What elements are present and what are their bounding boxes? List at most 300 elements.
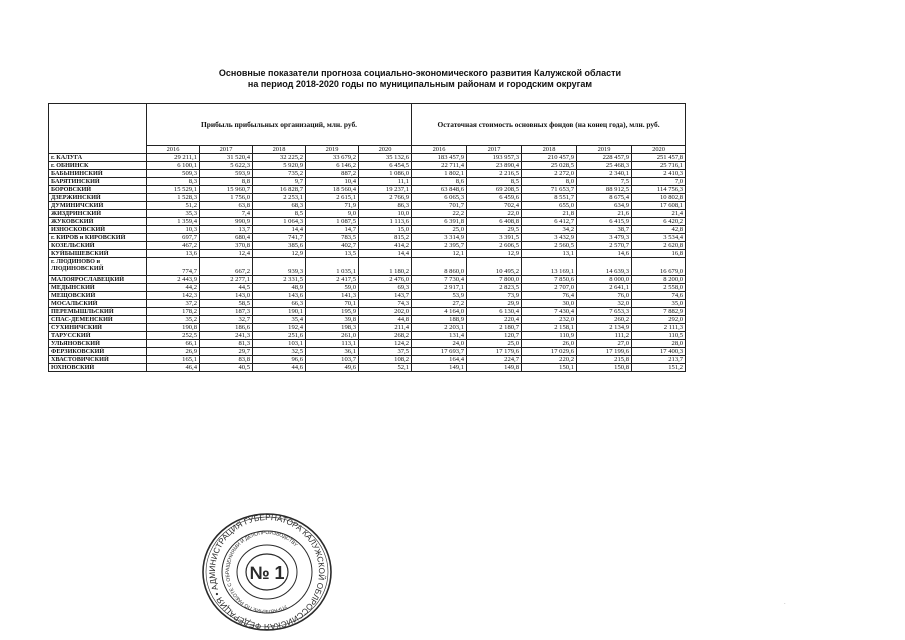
profit-value-cell: 48,9 <box>253 284 306 292</box>
profit-value-cell: 16 828,7 <box>253 186 306 194</box>
assets-value-cell: 8,5 <box>467 178 522 186</box>
assets-value-cell: 6 415,9 <box>577 218 632 226</box>
assets-value-cell: 74,6 <box>632 292 686 300</box>
region-name-cell: УЛЬЯНОВСКИЙ <box>49 340 147 348</box>
title-line-2: на период 2018-2020 годы по муниципальным районам и городским округам <box>247 79 593 89</box>
profit-value-cell: 44,8 <box>359 316 412 324</box>
profit-value-cell: 14,4 <box>359 250 412 258</box>
profit-value-cell: 36,1 <box>306 348 359 356</box>
table-row <box>49 292 686 300</box>
profit-value-cell: 2 331,5 <box>253 276 306 284</box>
assets-value-cell: 28,0 <box>632 340 686 348</box>
profit-value-cell: 8,3 <box>147 178 200 186</box>
profit-value-cell: 815,2 <box>359 234 412 242</box>
region-name-cell: ЮХНОВСКИЙ <box>49 364 147 372</box>
region-name-cell: ЖУКОВСКИЙ <box>49 218 147 226</box>
assets-value-cell: 655,0 <box>522 202 577 210</box>
profit-value-cell: 15 960,7 <box>200 186 253 194</box>
profit-value-cell: 12,4 <box>200 250 253 258</box>
profit-value-cell: 165,1 <box>147 356 200 364</box>
profit-value-cell: 35,4 <box>253 316 306 324</box>
assets-year-header: 2020 <box>632 146 686 154</box>
profit-value-cell: 251,6 <box>253 332 306 340</box>
table-row <box>49 258 686 276</box>
profit-value-cell: 141,3 <box>306 292 359 300</box>
assets-value-cell: 2 620,8 <box>632 242 686 250</box>
assets-value-cell: 131,4 <box>412 332 467 340</box>
table-row <box>49 178 686 186</box>
region-name-cell: МАЛОЯРОСЛАВЕЦКИЙ <box>49 276 147 284</box>
assets-value-cell: 210 457,9 <box>522 154 577 162</box>
assets-value-cell: 2 641,1 <box>577 284 632 292</box>
assets-value-cell: 3 432,9 <box>522 234 577 242</box>
assets-value-cell: 213,7 <box>632 356 686 364</box>
profit-value-cell: 990,9 <box>200 218 253 226</box>
profit-value-cell: 187,3 <box>200 308 253 316</box>
assets-value-cell: 25 468,3 <box>577 162 632 170</box>
table-row <box>49 242 686 250</box>
assets-value-cell: 10 802,8 <box>632 194 686 202</box>
profit-value-cell: 1 113,6 <box>359 218 412 226</box>
profit-value-cell: 59,0 <box>306 284 359 292</box>
assets-value-cell: 2 340,1 <box>577 170 632 178</box>
scan-mark: . <box>784 600 786 606</box>
profit-value-cell: 46,4 <box>147 364 200 372</box>
profit-value-cell: 939,3 <box>253 258 306 276</box>
profit-value-cell: 5 920,9 <box>253 162 306 170</box>
assets-value-cell: 25,0 <box>467 340 522 348</box>
document-title <box>120 68 720 90</box>
profit-value-cell: 143,6 <box>253 292 306 300</box>
assets-value-cell: 13 169,1 <box>522 258 577 276</box>
assets-value-cell: 17 199,6 <box>577 348 632 356</box>
profit-value-cell: 143,7 <box>359 292 412 300</box>
profit-value-cell: 190,8 <box>147 324 200 332</box>
profit-value-cell: 113,1 <box>306 340 359 348</box>
assets-value-cell: 25 028,5 <box>522 162 577 170</box>
profit-value-cell: 241,3 <box>200 332 253 340</box>
assets-value-cell: 53,9 <box>412 292 467 300</box>
table-row <box>49 300 686 308</box>
profit-value-cell: 37,5 <box>359 348 412 356</box>
profit-value-cell: 44,6 <box>253 364 306 372</box>
profit-value-cell: 70,1 <box>306 300 359 308</box>
profit-value-cell: 66,3 <box>253 300 306 308</box>
assets-value-cell: 2 395,7 <box>412 242 467 250</box>
profit-year-header: 2019 <box>306 146 359 154</box>
profit-value-cell: 14,4 <box>253 226 306 234</box>
assets-value-cell: 2 158,1 <box>522 324 577 332</box>
assets-value-cell: 6 459,6 <box>467 194 522 202</box>
profit-value-cell: 414,2 <box>359 242 412 250</box>
assets-value-cell: 6 130,4 <box>467 308 522 316</box>
assets-value-cell: 10 495,2 <box>467 258 522 276</box>
assets-value-cell: 2 410,3 <box>632 170 686 178</box>
assets-value-cell: 701,7 <box>412 202 467 210</box>
profit-value-cell: 44,5 <box>200 284 253 292</box>
profit-value-cell: 186,6 <box>200 324 253 332</box>
assets-value-cell: 76,4 <box>522 292 577 300</box>
profit-value-cell: 63,8 <box>200 202 253 210</box>
profit-value-cell: 2 766,9 <box>359 194 412 202</box>
profit-value-cell: 2 253,1 <box>253 194 306 202</box>
region-name-cell: КУЙБЫШЕВСКИЙ <box>49 250 147 258</box>
profit-value-cell: 13,5 <box>306 250 359 258</box>
profit-value-cell: 96,6 <box>253 356 306 364</box>
assets-value-cell: 16,8 <box>632 250 686 258</box>
profit-value-cell: 385,6 <box>253 242 306 250</box>
profit-value-cell: 5 622,3 <box>200 162 253 170</box>
table-body <box>49 154 686 372</box>
assets-value-cell: 32,0 <box>577 300 632 308</box>
assets-value-cell: 8,6 <box>412 178 467 186</box>
profit-value-cell: 10,3 <box>147 226 200 234</box>
region-name-cell: ПЕРЕМЫШЛЬСКИЙ <box>49 308 147 316</box>
profit-value-cell: 9,0 <box>306 210 359 218</box>
seal-outer-text: РОССИЙСКАЯ ФЕДЕРАЦИЯ • АДМИНИСТРАЦИЯ ГУБЕРНАТОРА КАЛУЖСКОЙ ОБЛАСТИ <box>207 512 327 632</box>
region-name-cell: СУХИНИЧСКИЙ <box>49 324 147 332</box>
region-name-cell: г. КАЛУГА <box>49 154 147 162</box>
table-row <box>49 194 686 202</box>
profit-year-header: 2018 <box>253 146 306 154</box>
assets-value-cell: 2 134,9 <box>577 324 632 332</box>
assets-value-cell: 2 203,1 <box>412 324 467 332</box>
profit-value-cell: 103,7 <box>306 356 359 364</box>
profit-value-cell: 2 476,0 <box>359 276 412 284</box>
profit-value-cell: 49,6 <box>306 364 359 372</box>
profit-value-cell: 190,1 <box>253 308 306 316</box>
assets-value-cell: 110,9 <box>522 332 577 340</box>
assets-value-cell: 8,0 <box>522 178 577 186</box>
profit-value-cell: 32 225,2 <box>253 154 306 162</box>
region-name-cell: г. ЛЮДИНОВО и ЛЮДИНОВСКИЙ <box>49 258 147 276</box>
assets-value-cell: 76,0 <box>577 292 632 300</box>
profit-year-header: 2016 <box>147 146 200 154</box>
profit-value-cell: 680,4 <box>200 234 253 242</box>
region-name-cell: БОРОВСКИЙ <box>49 186 147 194</box>
assets-value-cell: 149,1 <box>412 364 467 372</box>
profit-value-cell: 15,0 <box>359 226 412 234</box>
profit-value-cell: 31 520,4 <box>200 154 253 162</box>
assets-value-cell: 35,0 <box>632 300 686 308</box>
assets-value-cell: 2 180,7 <box>467 324 522 332</box>
assets-value-cell: 38,7 <box>577 226 632 234</box>
assets-value-cell: 8 551,7 <box>522 194 577 202</box>
table-row <box>49 356 686 364</box>
assets-value-cell: 7,0 <box>632 178 686 186</box>
region-name-cell: КОЗЕЛЬСКИЙ <box>49 242 147 250</box>
assets-value-cell: 22 711,4 <box>412 162 467 170</box>
assets-value-cell: 42,8 <box>632 226 686 234</box>
region-name-cell: ХВАСТОВИЧСКИЙ <box>49 356 147 364</box>
assets-value-cell: 110,5 <box>632 332 686 340</box>
profit-value-cell: 697,7 <box>147 234 200 242</box>
profit-value-cell: 39,8 <box>306 316 359 324</box>
table-row <box>49 316 686 324</box>
profit-value-cell: 29,7 <box>200 348 253 356</box>
assets-value-cell: 34,2 <box>522 226 577 234</box>
profit-value-cell: 735,2 <box>253 170 306 178</box>
assets-value-cell: 7 730,4 <box>412 276 467 284</box>
region-name-cell: г. ОБНИНСК <box>49 162 147 170</box>
table-row <box>49 324 686 332</box>
table-row <box>49 234 686 242</box>
region-name-cell: ДУМИНИЧСКИЙ <box>49 202 147 210</box>
assets-value-cell: 2 917,1 <box>412 284 467 292</box>
table-row <box>49 284 686 292</box>
assets-value-cell: 21,4 <box>632 210 686 218</box>
group-header-row <box>49 104 686 146</box>
profit-value-cell: 15 529,1 <box>147 186 200 194</box>
assets-value-cell: 6 408,8 <box>467 218 522 226</box>
profit-value-cell: 13,6 <box>147 250 200 258</box>
profit-value-cell: 81,3 <box>200 340 253 348</box>
profit-value-cell: 7,4 <box>200 210 253 218</box>
profit-value-cell: 18 560,4 <box>306 186 359 194</box>
profit-value-cell: 9,7 <box>253 178 306 186</box>
profit-value-cell: 1 035,1 <box>306 258 359 276</box>
assets-value-cell: 17 608,1 <box>632 202 686 210</box>
assets-value-cell: 2 272,0 <box>522 170 577 178</box>
profit-value-cell: 33 679,2 <box>306 154 359 162</box>
profit-value-cell: 40,5 <box>200 364 253 372</box>
profit-value-cell: 6 146,2 <box>306 162 359 170</box>
seal-number: № 1 <box>249 563 285 583</box>
region-name-cell: ИЗНОСКОВСКИЙ <box>49 226 147 234</box>
region-name-cell: г. КИРОВ и КИРОВСКИЙ <box>49 234 147 242</box>
profit-value-cell: 198,3 <box>306 324 359 332</box>
profit-value-cell: 8,8 <box>200 178 253 186</box>
assets-value-cell: 114 756,3 <box>632 186 686 194</box>
assets-value-cell: 220,2 <box>522 356 577 364</box>
assets-value-cell: 3 479,3 <box>577 234 632 242</box>
profit-value-cell: 74,3 <box>359 300 412 308</box>
profit-value-cell: 2 443,9 <box>147 276 200 284</box>
assets-value-cell: 6 412,7 <box>522 218 577 226</box>
assets-value-cell: 12,9 <box>467 250 522 258</box>
profit-value-cell: 19 237,1 <box>359 186 412 194</box>
assets-value-cell: 2 216,5 <box>467 170 522 178</box>
profit-value-cell: 467,2 <box>147 242 200 250</box>
profit-value-cell: 10,0 <box>359 210 412 218</box>
region-name-cell: БАБЫНИНСКИЙ <box>49 170 147 178</box>
profit-value-cell: 29 211,1 <box>147 154 200 162</box>
profit-value-cell: 10,4 <box>306 178 359 186</box>
assets-value-cell: 260,2 <box>577 316 632 324</box>
assets-value-cell: 1 802,1 <box>412 170 467 178</box>
assets-value-cell: 7 653,3 <box>577 308 632 316</box>
assets-value-cell: 193 957,3 <box>467 154 522 162</box>
assets-value-cell: 2 606,5 <box>467 242 522 250</box>
assets-value-cell: 63 848,6 <box>412 186 467 194</box>
profit-value-cell: 1 086,0 <box>359 170 412 178</box>
profit-value-cell: 26,9 <box>147 348 200 356</box>
profit-value-cell: 1 064,3 <box>253 218 306 226</box>
profit-value-cell: 58,5 <box>200 300 253 308</box>
profit-value-cell: 178,2 <box>147 308 200 316</box>
profit-value-cell: 192,4 <box>253 324 306 332</box>
profit-value-cell: 11,1 <box>359 178 412 186</box>
table-row <box>49 226 686 234</box>
title-line-1: Основные показатели прогноза социально-экономического развития Калужской области <box>218 68 622 78</box>
profit-value-cell: 774,7 <box>147 258 200 276</box>
assets-value-cell: 7 882,9 <box>632 308 686 316</box>
assets-value-cell: 12,1 <box>412 250 467 258</box>
assets-value-cell: 7 800,0 <box>467 276 522 284</box>
profit-value-cell: 195,9 <box>306 308 359 316</box>
assets-value-cell: 232,0 <box>522 316 577 324</box>
assets-value-cell: 188,9 <box>412 316 467 324</box>
profit-value-cell: 6 100,1 <box>147 162 200 170</box>
profit-value-cell: 14,7 <box>306 226 359 234</box>
profit-value-cell: 69,3 <box>359 284 412 292</box>
table-row <box>49 250 686 258</box>
profit-value-cell: 887,2 <box>306 170 359 178</box>
region-name-cell: МЕЩОВСКИЙ <box>49 292 147 300</box>
assets-value-cell: 150,1 <box>522 364 577 372</box>
region-name-cell: ТАРУССКИЙ <box>49 332 147 340</box>
profit-value-cell: 402,7 <box>306 242 359 250</box>
profit-value-cell: 35 132,6 <box>359 154 412 162</box>
assets-value-cell: 251 457,8 <box>632 154 686 162</box>
profit-value-cell: 6 454,5 <box>359 162 412 170</box>
profit-value-cell: 66,1 <box>147 340 200 348</box>
profit-value-cell: 108,2 <box>359 356 412 364</box>
profit-value-cell: 783,5 <box>306 234 359 242</box>
assets-value-cell: 17 693,7 <box>412 348 467 356</box>
profit-value-cell: 252,5 <box>147 332 200 340</box>
profit-value-cell: 2 417,5 <box>306 276 359 284</box>
assets-value-cell: 2 823,5 <box>467 284 522 292</box>
profit-value-cell: 1 528,3 <box>147 194 200 202</box>
assets-value-cell: 24,0 <box>412 340 467 348</box>
profit-value-cell: 103,1 <box>253 340 306 348</box>
assets-value-cell: 228 457,9 <box>577 154 632 162</box>
table-row <box>49 340 686 348</box>
official-seal-stamp <box>196 512 338 632</box>
table-row <box>49 364 686 372</box>
profit-value-cell: 2 277,1 <box>200 276 253 284</box>
assets-value-cell: 702,4 <box>467 202 522 210</box>
table-row <box>49 162 686 170</box>
assets-year-header: 2018 <box>522 146 577 154</box>
profit-value-cell: 667,2 <box>200 258 253 276</box>
assets-value-cell: 6 065,3 <box>412 194 467 202</box>
profit-value-cell: 52,1 <box>359 364 412 372</box>
assets-value-cell: 150,8 <box>577 364 632 372</box>
profit-value-cell: 509,3 <box>147 170 200 178</box>
profit-value-cell: 35,2 <box>147 316 200 324</box>
profit-value-cell: 142,3 <box>147 292 200 300</box>
profit-value-cell: 593,9 <box>200 170 253 178</box>
table-row <box>49 332 686 340</box>
region-name-cell: МЕДЫНСКИЙ <box>49 284 147 292</box>
profit-value-cell: 1 087,5 <box>306 218 359 226</box>
profit-year-header: 2017 <box>200 146 253 154</box>
profit-year-header: 2020 <box>359 146 412 154</box>
table-row <box>49 308 686 316</box>
profit-value-cell: 83,8 <box>200 356 253 364</box>
assets-value-cell: 27,2 <box>412 300 467 308</box>
assets-value-cell: 3 314,9 <box>412 234 467 242</box>
assets-value-cell: 120,7 <box>467 332 522 340</box>
assets-value-cell: 7,5 <box>577 178 632 186</box>
assets-value-cell: 215,8 <box>577 356 632 364</box>
profit-group-header: Прибыль прибыльных организаций, млн. руб. <box>147 104 412 146</box>
assets-value-cell: 151,2 <box>632 364 686 372</box>
assets-value-cell: 7 850,6 <box>522 276 577 284</box>
profit-value-cell: 71,9 <box>306 202 359 210</box>
profit-value-cell: 44,2 <box>147 284 200 292</box>
seal-inner-text: УПРАВЛЕНИЕ ПО РАБОТЕ С ОБРАЩЕНИЯМИ И ДЕЛОПРОИЗВОДСТВУ <box>224 529 299 615</box>
assets-value-cell: 220,4 <box>467 316 522 324</box>
assets-value-cell: 27,0 <box>577 340 632 348</box>
assets-value-cell: 6 391,8 <box>412 218 467 226</box>
profit-value-cell: 143,0 <box>200 292 253 300</box>
assets-value-cell: 8 860,0 <box>412 258 467 276</box>
assets-value-cell: 29,5 <box>467 226 522 234</box>
assets-group-header: Остаточная стоимость основных фондов (на конец года), млн. руб. <box>412 104 686 146</box>
table-row <box>49 170 686 178</box>
assets-value-cell: 224,7 <box>467 356 522 364</box>
profit-value-cell: 1 756,0 <box>200 194 253 202</box>
region-name-cell: ДЗЕРЖИНСКИЙ <box>49 194 147 202</box>
profit-value-cell: 13,7 <box>200 226 253 234</box>
assets-value-cell: 634,9 <box>577 202 632 210</box>
profit-value-cell: 268,2 <box>359 332 412 340</box>
region-name-cell: ФЕРЗИКОВСКИЙ <box>49 348 147 356</box>
profit-value-cell: 202,0 <box>359 308 412 316</box>
forecast-table <box>48 103 686 372</box>
profit-value-cell: 32,5 <box>253 348 306 356</box>
assets-value-cell: 14 639,3 <box>577 258 632 276</box>
assets-value-cell: 149,8 <box>467 364 522 372</box>
profit-value-cell: 51,2 <box>147 202 200 210</box>
table-row <box>49 202 686 210</box>
profit-value-cell: 211,4 <box>359 324 412 332</box>
table-row <box>49 276 686 284</box>
assets-value-cell: 17 400,3 <box>632 348 686 356</box>
assets-value-cell: 2 707,0 <box>522 284 577 292</box>
assets-value-cell: 30,0 <box>522 300 577 308</box>
assets-value-cell: 4 164,0 <box>412 308 467 316</box>
assets-value-cell: 8 000,0 <box>577 276 632 284</box>
profit-value-cell: 261,0 <box>306 332 359 340</box>
assets-year-header: 2019 <box>577 146 632 154</box>
assets-value-cell: 8 675,4 <box>577 194 632 202</box>
assets-value-cell: 22,2 <box>412 210 467 218</box>
assets-value-cell: 3 391,5 <box>467 234 522 242</box>
profit-value-cell: 86,3 <box>359 202 412 210</box>
region-name-cell: МОСАЛЬСКИЙ <box>49 300 147 308</box>
table-row <box>49 154 686 162</box>
table-row <box>49 210 686 218</box>
assets-value-cell: 8 200,0 <box>632 276 686 284</box>
assets-value-cell: 2 558,0 <box>632 284 686 292</box>
profit-value-cell: 124,2 <box>359 340 412 348</box>
profit-value-cell: 37,2 <box>147 300 200 308</box>
assets-value-cell: 6 420,2 <box>632 218 686 226</box>
profit-value-cell: 1 359,4 <box>147 218 200 226</box>
assets-value-cell: 25 716,1 <box>632 162 686 170</box>
assets-value-cell: 21,6 <box>577 210 632 218</box>
assets-value-cell: 2 570,7 <box>577 242 632 250</box>
assets-value-cell: 2 560,5 <box>522 242 577 250</box>
assets-value-cell: 164,4 <box>412 356 467 364</box>
profit-value-cell: 1 180,2 <box>359 258 412 276</box>
assets-value-cell: 7 430,4 <box>522 308 577 316</box>
corner-cell <box>49 104 147 154</box>
